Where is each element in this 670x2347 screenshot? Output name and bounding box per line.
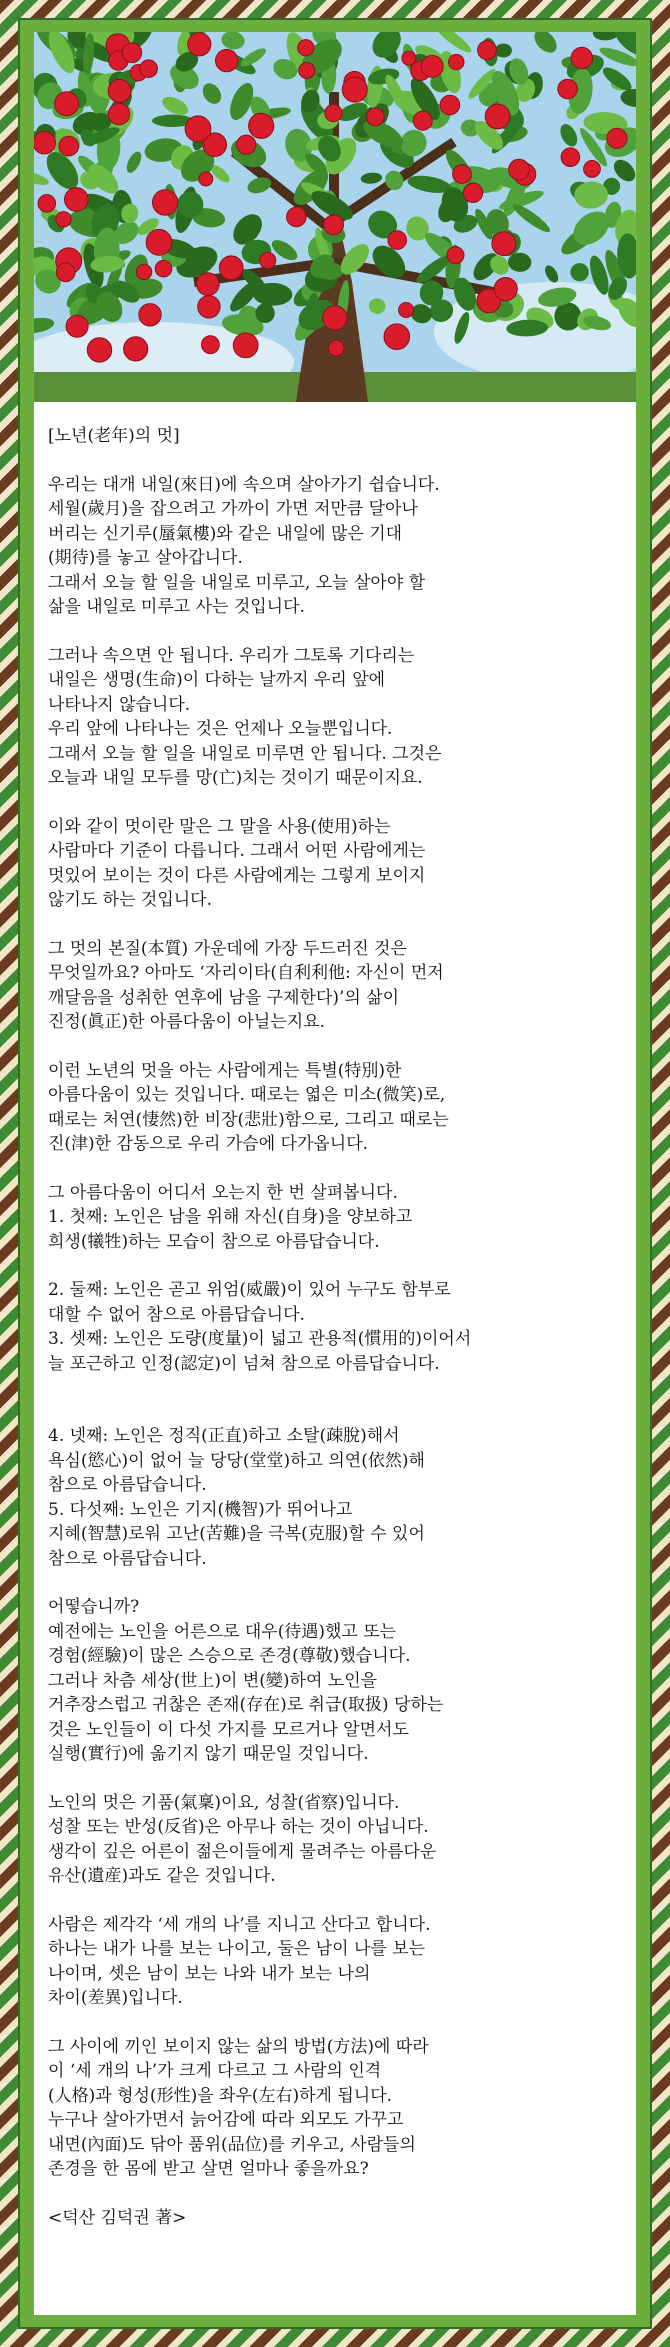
text-line: 경험(經驗)이 많은 스승으로 존경(尊敬)했습니다.	[48, 1646, 411, 1666]
text-line: 거추장스럽고 귀찮은 존재(存在)로 취급(取扱) 당하는	[48, 1695, 444, 1715]
paragraph	[48, 1059, 622, 1157]
apple	[325, 105, 342, 122]
apple	[185, 116, 211, 142]
text-line: 늘 포근하고 인정(認定)이 넘쳐 참으로 아름답습니다.	[48, 1353, 440, 1374]
apple	[56, 212, 71, 227]
poem-body	[48, 473, 622, 2182]
apple-tree-illustration	[34, 32, 636, 402]
text-line: 그러나 속으면 안 됩니다. 우리가 그토록 기다리는	[48, 645, 415, 666]
apple	[233, 333, 258, 358]
apple	[260, 252, 276, 268]
text-line: 참으로 아름답습니다.	[48, 1548, 207, 1569]
apple	[607, 128, 627, 148]
poem-card	[34, 32, 636, 2315]
text-line: 사람마다 기준이 다릅니다. 그래서 어떤 사람에게는	[48, 841, 426, 861]
leaf	[255, 303, 274, 323]
apple	[108, 103, 129, 124]
text-line: 진(津)한 감동으로 우리 가슴에 다가옵니다.	[48, 1134, 369, 1154]
apple	[108, 79, 131, 102]
text-line: 이와 같이 멋이란 말은 그 말을 사용(使用)하는	[48, 816, 391, 837]
apple	[299, 63, 315, 79]
text-line: 4. 넷째: 노인은 정직(正直)하고 소탈(疎脫)해서	[48, 1426, 400, 1446]
apple	[492, 232, 516, 256]
apple	[87, 338, 111, 362]
text-line: 무엇일까요? 아마도 ‘자리이타(自利利他: 자신이 먼저	[48, 963, 444, 983]
text-line: 노인의 멋은 기품(氣稟)이요, 성찰(省察)입니다.	[48, 1792, 400, 1813]
apple	[324, 215, 344, 235]
text-line: 내면(內面)도 닦아 품위(品位)를 키우고, 사람들의	[48, 2134, 416, 2155]
text-line: 버리는 신기루(蜃氣樓)와 같은 내일에 많은 기대	[48, 523, 403, 544]
text-line: 오늘과 내일 모두를 망(亡)치는 것이기 때문이지요.	[48, 768, 423, 788]
apple	[139, 304, 161, 326]
text-line: 멋있어 보이는 것이 다른 사람에게는 그렇게 보이지	[48, 865, 426, 886]
text-line: 이 ‘세 개의 나’가 크게 다르고 그 사람의 인격	[48, 2061, 382, 2081]
text-line: 대할 수 없어 참으로 아름답습니다.	[48, 1304, 305, 1325]
text-line: 5. 다섯째: 노인은 기지(機智)가 뛰어나고	[48, 1499, 353, 1520]
apple	[323, 306, 347, 330]
apple	[342, 77, 367, 102]
apple	[485, 104, 510, 129]
apple	[287, 207, 307, 227]
apple	[421, 55, 443, 77]
apple	[584, 161, 601, 178]
apple	[447, 247, 464, 264]
paragraph	[48, 1278, 622, 1376]
apple	[237, 135, 256, 154]
apple	[509, 159, 530, 180]
text-line: 3. 셋째: 노인은 도량(度量)이 넓고 관용적(慣用的)이어서	[48, 1329, 472, 1349]
paragraph	[48, 1913, 622, 2011]
text-line: 아름다움이 있는 것입니다. 때로는 엷은 미소(微笑)로,	[48, 1085, 446, 1105]
apple	[155, 260, 172, 277]
apple	[140, 60, 158, 78]
apple	[494, 278, 517, 301]
text-line: 그 아름다움이 어디서 오는지 한 번 살펴봅니다.	[48, 1182, 398, 1203]
text-line: 삶을 내일로 미루고 사는 것입니다.	[48, 597, 305, 617]
apple	[478, 41, 497, 60]
poem-text	[34, 402, 636, 2230]
apple	[122, 43, 142, 63]
apple	[66, 315, 88, 337]
apple-tree-photo	[34, 32, 636, 402]
apple	[55, 92, 79, 116]
paragraph	[48, 815, 622, 913]
text-line: 그 멋의 본질(本質) 가운데에 가장 두드러진 것은	[48, 938, 407, 959]
text-line: 이런 노년의 멋을 아는 사람에게는 특별(特別)한	[48, 1060, 402, 1081]
text-line: 2. 둘째: 노인은 곧고 위엄(威嚴)이 있어 누구도 함부로	[48, 1280, 451, 1300]
text-line: 욕심(慾心)이 없어 늘 당당(堂堂)하고 의연(依然)해	[48, 1450, 425, 1471]
text-line: 그래서 오늘 할 일을 내일로 미루면 안 됩니다. 그것은	[48, 743, 442, 764]
text-line: 않기도 하는 것입니다.	[48, 890, 213, 910]
text-line: 세월(歲月)을 잡으려고 가까이 가면 저만큼 달아나	[48, 499, 418, 519]
text-line: 사람은 제각각 ‘세 개의 나’를 지니고 산다고 합니다.	[48, 1914, 431, 1935]
text-line: 차이(差異)입니다.	[48, 1988, 183, 2008]
poem-title: [노년(老年)의 멋]	[48, 426, 180, 446]
apple	[463, 183, 482, 202]
apple	[34, 132, 56, 154]
apple	[59, 136, 79, 156]
text-line: 그래서 오늘 할 일을 내일로 미루고, 오늘 살아야 할	[48, 572, 426, 593]
apple	[328, 340, 344, 356]
paragraph	[48, 2035, 622, 2182]
text-line: 것은 노인들이 이 다섯 가지를 모르거나 알면서도	[48, 1719, 409, 1740]
apple	[449, 54, 464, 69]
apple	[188, 33, 211, 56]
text-line: 생각이 깊은 어른이 젊은이들에게 물려주는 아름다운	[48, 1841, 437, 1862]
text-line: (人格)과 형성(形性)을 좌우(左右)하게 됩니다.	[48, 2085, 393, 2106]
apple	[298, 40, 314, 56]
text-line: 예전에는 노인을 어른으로 대우(待遇)했고 또는	[48, 1621, 397, 1642]
text-line: 나이며, 셋은 남이 보는 나와 내가 보는 나의	[48, 1963, 371, 1984]
apple	[136, 264, 151, 279]
paragraph	[48, 1595, 622, 1767]
paragraph	[48, 1791, 622, 1889]
text-line: 우리 앞에 나타나는 것은 언제나 오늘뿐입니다.	[48, 719, 393, 739]
text-line: 참으로 아름답습니다.	[48, 1475, 207, 1495]
text-line: 때로는 처연(悽然)한 비장(悲壯)함으로, 그리고 때로는	[48, 1109, 449, 1130]
text-line: 진정(眞正)한 아름다움이 아닐는지요.	[48, 1012, 325, 1032]
text-line: 내일은 생명(生命)이 다하는 날까지 우리 앞에	[48, 670, 386, 690]
paragraph	[48, 1424, 622, 1571]
apple	[440, 95, 460, 115]
apple	[413, 111, 432, 130]
paragraph	[48, 937, 622, 1035]
apple	[153, 190, 178, 215]
text-line: 그러나 차츰 세상(世上)이 변(變)하여 노인을	[48, 1670, 378, 1691]
text-line: (期待)를 놓고 살아갑니다.	[48, 548, 243, 568]
text-line: 실행(實行)에 옮기지 않기 때문일 것입니다.	[48, 1744, 369, 1764]
apple	[571, 47, 592, 68]
apple	[219, 256, 243, 280]
apple	[384, 324, 410, 350]
author-signature: <덕산 김덕권 著>	[48, 2207, 187, 2228]
apple	[202, 336, 220, 354]
text-line: 누구나 살아가면서 늙어감에 따라 외모도 가꾸고	[48, 2110, 404, 2130]
paragraph	[48, 644, 622, 791]
text-line: 그 사이에 끼인 보이지 않는 삶의 방법(方法)에 따라	[48, 2036, 429, 2057]
apple	[197, 273, 220, 296]
apple	[198, 296, 220, 318]
text-line: 존경을 한 몸에 받고 살면 얼마나 좋을까요?	[48, 2159, 369, 2179]
text-line: 1. 첫째: 노인은 남을 위해 자신(自身)을 양보하고	[48, 1207, 413, 1227]
leaf	[495, 44, 512, 58]
apple	[199, 172, 213, 186]
apple	[453, 165, 472, 184]
apple	[146, 229, 172, 255]
paragraph	[48, 473, 622, 620]
apple	[558, 79, 578, 99]
apple	[561, 148, 580, 167]
text-line: 희생(犧牲)하는 모습이 참으로 아름답습니다.	[48, 1231, 380, 1252]
text-line: 성찰 또는 반성(反省)은 아무나 하는 것이 아닙니다.	[48, 1817, 429, 1837]
apple	[216, 49, 238, 71]
apple	[388, 231, 407, 250]
text-line: 어떻습니까?	[48, 1597, 140, 1617]
text-line: 유산(遺産)과도 같은 것입니다.	[48, 1866, 276, 1886]
apple	[38, 195, 56, 213]
text-line: 지혜(智慧)로워 고난(苦難)을 극복(克服)할 수 있어	[48, 1524, 425, 1544]
apple	[367, 108, 385, 126]
text-line: 깨달음을 성취한 연후에 남을 구제한다)’의 삶이	[48, 987, 400, 1008]
apple	[399, 303, 414, 318]
paragraph	[48, 1181, 622, 1255]
apple	[249, 113, 274, 138]
apple	[402, 51, 416, 65]
text-line: 우리는 대개 내일(來日)에 속으며 살아가기 쉽습니다.	[48, 474, 440, 495]
text-line: 하나는 내가 나를 보는 나이고, 둘은 남이 나를 보는	[48, 1939, 426, 1959]
apple	[65, 188, 89, 212]
apple	[56, 263, 75, 282]
text-line: 나타나지 않습니다.	[48, 694, 191, 715]
apple	[124, 337, 148, 361]
